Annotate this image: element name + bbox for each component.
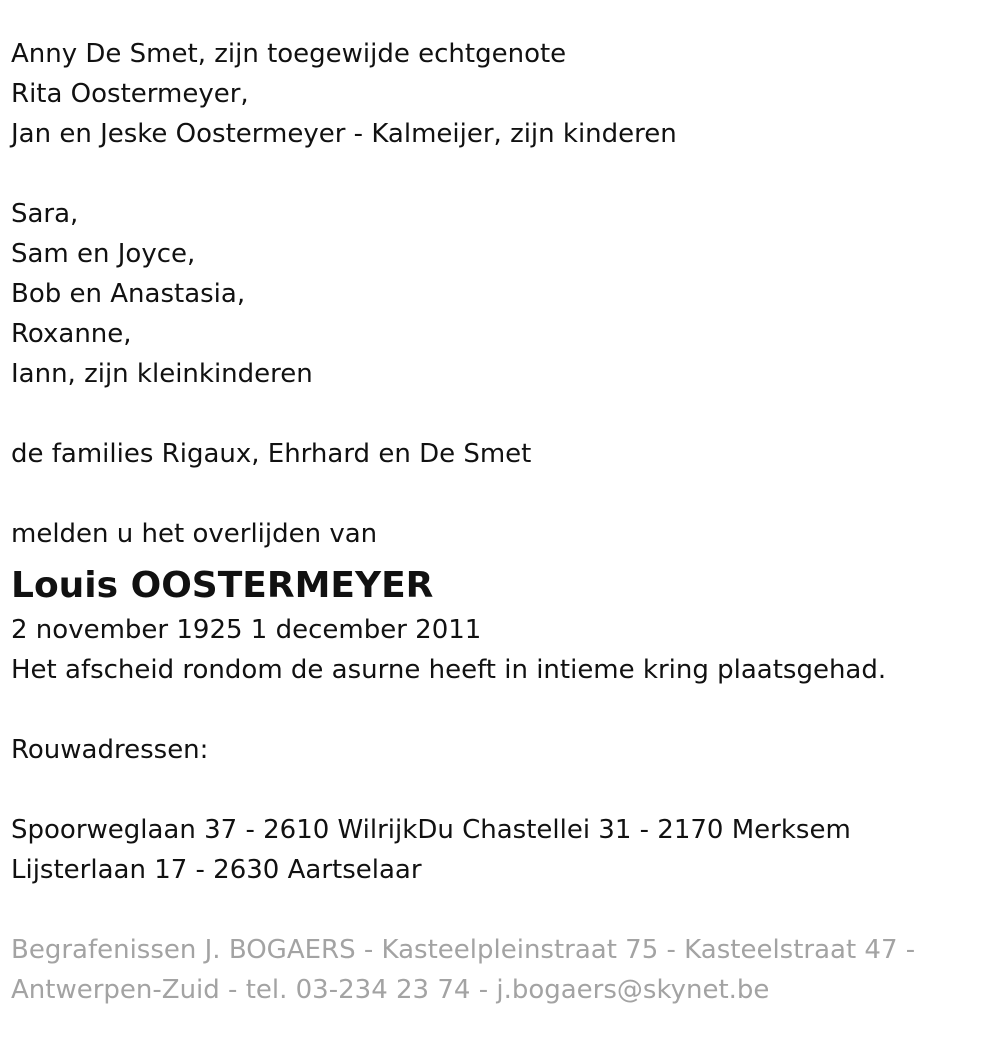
spacer — [11, 394, 991, 434]
spacer — [11, 474, 991, 514]
families-line: de families Rigaux, Ehrhard en De Smet — [11, 439, 532, 469]
grandchild-line: Sara, — [11, 199, 79, 229]
addresses-heading: Rouwadressen: — [11, 735, 209, 765]
child-line: Rita Oostermeyer, — [11, 79, 249, 109]
funeral-home-contact-line: Antwerpen-Zuid - tel. 03-234 23 74 - j.bogaers@skynet.be — [11, 975, 770, 1005]
grandchild-line: Bob en Anastasia, — [11, 279, 246, 309]
deceased-name: Louis OOSTERMEYER — [11, 565, 434, 606]
life-dates: 2 november 1925 1 december 2011 — [11, 615, 482, 645]
grandchild-line: Iann, zijn kleinkinderen — [11, 359, 313, 389]
address-line: Spoorweglaan 37 - 2610 WilrijkDu Chastellei 31 - 2170 Merksem — [11, 815, 851, 845]
spouse-line: Anny De Smet, zijn toegewijde echtgenote — [11, 39, 567, 69]
announcement-line: melden u het overlijden van — [11, 519, 378, 549]
funeral-home-line: Begrafenissen J. BOGAERS - Kasteelpleinstraat 75 - Kasteelstraat 47 - — [11, 935, 916, 965]
spacer — [11, 154, 991, 194]
spacer — [11, 690, 991, 730]
spacer — [11, 890, 991, 930]
spacer — [11, 770, 991, 810]
grandchild-line: Sam en Joyce, — [11, 239, 196, 269]
child-line: Jan en Jeske Oostermeyer - Kalmeijer, zijn kinderen — [11, 119, 677, 149]
death-notice — [11, 34, 991, 1010]
farewell-note: Het afscheid rondom de asurne heeft in intieme kring plaatsgehad. — [11, 655, 887, 685]
grandchild-line: Roxanne, — [11, 319, 132, 349]
address-line: Lijsterlaan 17 - 2630 Aartselaar — [11, 855, 422, 885]
